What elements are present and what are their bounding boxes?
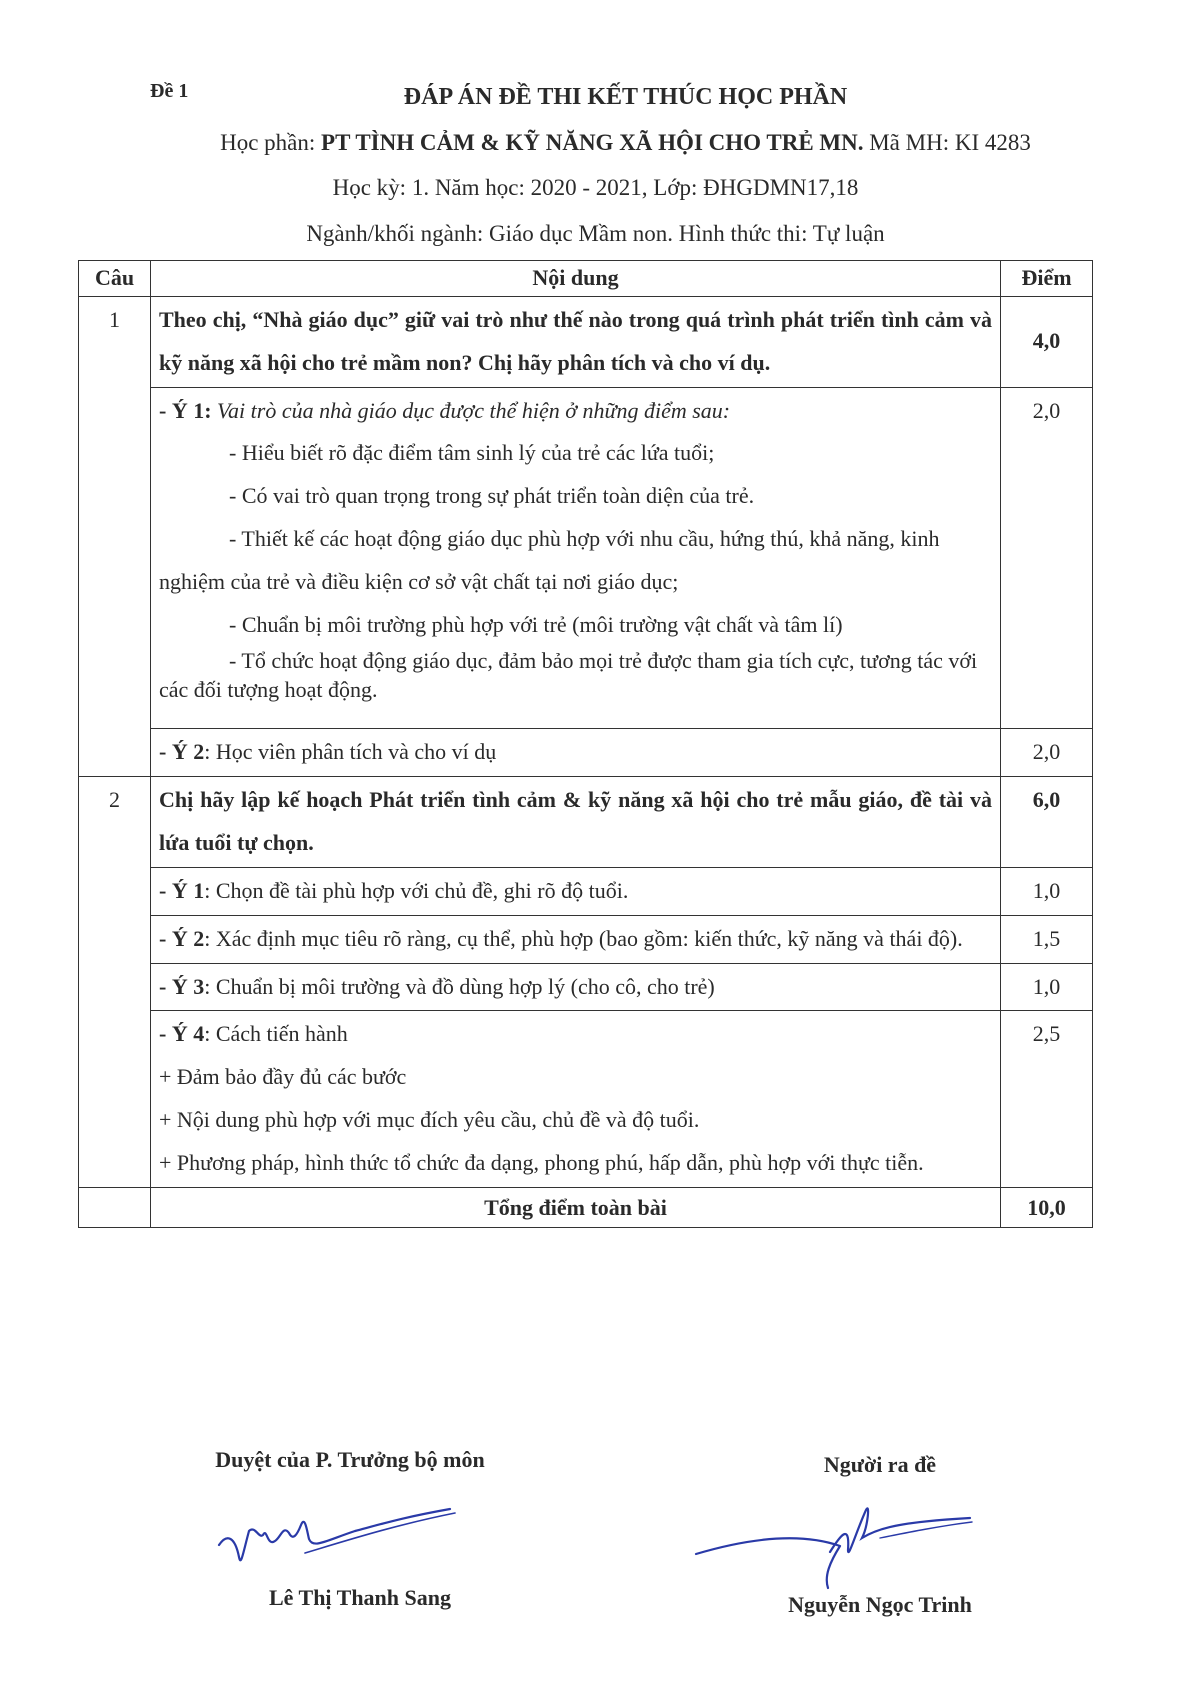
semester-line: Học kỳ: 1. Năm học: 2020 - 2021, Lớp: ĐHGDMN17,18 [332, 175, 859, 200]
table-row [79, 296, 1093, 387]
y-text: : Cách tiến hành [204, 1021, 348, 1047]
page-title: ĐÁP ÁN ĐỀ THI KẾT THÚC HỌC PHẦN [403, 84, 848, 110]
answer-points: 1,0 [1001, 867, 1093, 915]
total-label: Tổng điểm toàn bài [151, 1188, 1001, 1228]
table-row [79, 729, 1093, 777]
y-text: : Chọn đề tài phù hợp với chủ đề, ghi rõ độ tuổi. [204, 877, 629, 903]
total-points: 10,0 [1001, 1188, 1093, 1228]
answer-cell [151, 915, 1001, 963]
course-code: Mã MH: KI 4283 [863, 130, 1031, 155]
question-points: 6,0 [1001, 777, 1093, 868]
table-row [79, 867, 1093, 915]
table-header-row [79, 261, 1093, 297]
question-text: Chị hãy lập kế hoạch Phát triển tình cảm & kỹ năng xã hội cho trẻ mẫu giáo, đề tài và lứa tuổi tự chọn. [151, 777, 1001, 868]
question-points: 4,0 [1001, 296, 1093, 387]
question-text: Theo chị, “Nhà giáo dục” giữ vai trò như thế nào trong quá trình phát triển tình cảm và kỹ năng xã hội cho trẻ mầm non? Chị hãy phân tích và cho ví dụ. [151, 296, 1001, 387]
answer-points: 2,0 [1001, 387, 1093, 729]
table-row [79, 777, 1093, 868]
header-cau: Câu [79, 261, 151, 297]
table-row [79, 915, 1093, 963]
author-signature [690, 1492, 980, 1592]
answer-cell [151, 387, 1001, 729]
approver-signature [205, 1495, 465, 1585]
answer-points: 2,0 [1001, 729, 1093, 777]
list-item: - Hiểu biết rõ đặc điểm tâm sinh lý của trẻ các lứa tuổi; [229, 440, 715, 466]
list-item: + Nội dung phù hợp với mục đích yêu cầu, chủ đề và độ tuổi. [159, 1107, 700, 1133]
question-number: 2 [79, 777, 151, 1188]
table-row [79, 387, 1093, 729]
approver-name: Lê Thị Thanh Sang [268, 1585, 451, 1610]
answer-points: 2,5 [1001, 1011, 1093, 1188]
y-label: - Ý 1: [159, 397, 212, 423]
y-text: : Chuẩn bị môi trường và đồ dùng hợp lý (cho cô, cho trẻ) [204, 973, 715, 999]
approver-title: Duyệt của P. Trưởng bộ môn [215, 1447, 485, 1472]
answer-table [78, 260, 1093, 1228]
list-item: + Đảm bảo đầy đủ các bước [159, 1064, 407, 1090]
y-text: Vai trò của nhà giáo dục được thể hiện ở những điểm sau: [211, 397, 731, 423]
y-label: - Ý 2 [159, 925, 205, 951]
list-item: - Thiết kế các hoạt động giáo dục phù hợp với nhu cầu, hứng thú, khả năng, kinh nghiệm của trẻ và điều kiện cơ sở vật chất tại nơi giáo dục; [159, 526, 940, 595]
table-row [79, 963, 1093, 1011]
header-diem: Điểm [1001, 261, 1093, 297]
major-line: Ngành/khối ngành: Giáo dục Mầm non. Hình thức thi: Tự luận [306, 221, 885, 246]
list-item: - Tổ chức hoạt động giáo dục, đảm bảo mọi trẻ được tham gia tích cực, tương tác với các đối tượng hoạt động. [159, 647, 978, 702]
y-label: - Ý 2 [159, 739, 205, 765]
total-empty-cell [79, 1188, 151, 1228]
course-name: PT TÌNH CẢM & KỸ NĂNG XÃ HỘI CHO TRẺ MN. [321, 130, 864, 155]
y-label: - Ý 1 [159, 877, 205, 903]
answer-points: 1,5 [1001, 915, 1093, 963]
course-prefix: Học phần: [220, 130, 322, 155]
course-line [0, 130, 1191, 156]
answer-cell [151, 867, 1001, 915]
question-number: 1 [79, 296, 151, 776]
header-noidung: Nội dung [151, 261, 1001, 297]
author-title: Người ra đề [823, 1452, 937, 1477]
answer-cell [151, 729, 1001, 777]
y-label: - Ý 3 [159, 973, 205, 999]
y-text: : Xác định mục tiêu rõ ràng, cụ thể, phù hợp (bao gồm: kiến thức, kỹ năng và thái độ). [204, 925, 963, 951]
answer-cell [151, 1011, 1001, 1188]
y-label: - Ý 4 [159, 1021, 205, 1047]
answer-cell [151, 963, 1001, 1011]
list-item: - Chuẩn bị môi trường phù hợp với trẻ (môi trường vật chất và tâm lí) [229, 612, 843, 638]
y-text: : Học viên phân tích và cho ví dụ [204, 739, 497, 765]
author-name: Nguyễn Ngọc Trinh [788, 1592, 972, 1617]
answer-points: 1,0 [1001, 963, 1093, 1011]
total-row [79, 1188, 1093, 1228]
list-item: - Có vai trò quan trọng trong sự phát triển toàn diện của trẻ. [229, 483, 755, 509]
table-row [79, 1011, 1093, 1188]
list-item: + Phương pháp, hình thức tổ chức đa dạng, phong phú, hấp dẫn, phù hợp với thực tiễn. [159, 1150, 924, 1176]
exam-variant-label: Đề 1 [150, 80, 189, 102]
